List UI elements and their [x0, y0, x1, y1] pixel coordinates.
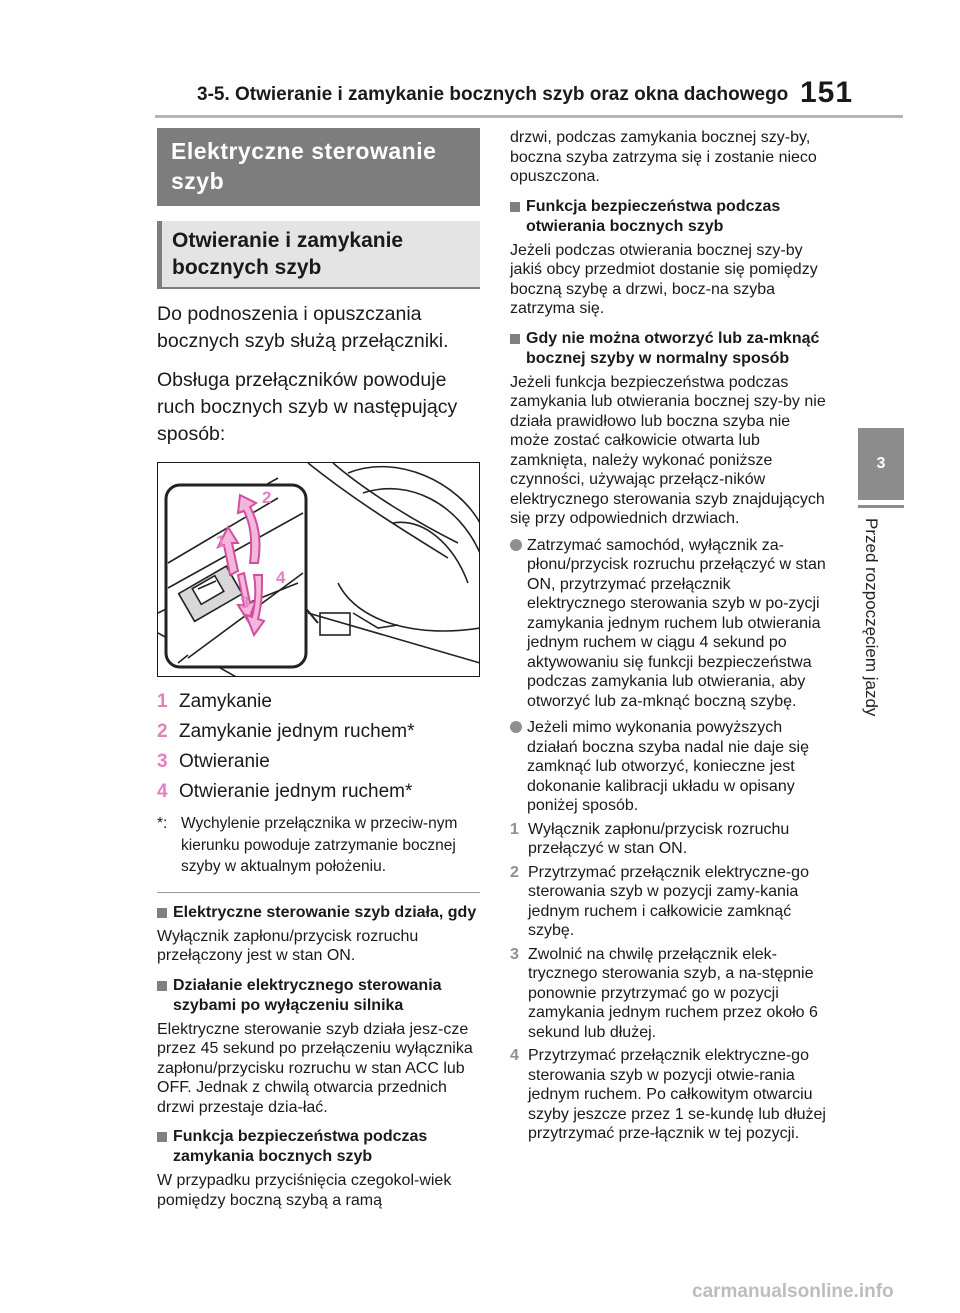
right-column: [510, 128, 830, 1144]
square-bullet-icon: [157, 981, 167, 991]
legend-item: 4 Otwieranie jednym ruchem*: [157, 781, 413, 802]
info-body: W przypadku przyciśnięcia czegokol-wiek pomiędzy boczną szybą a ramą: [157, 1172, 452, 1209]
info-body: Elektryczne sterowanie szyb działa jesz-cze przez 45 sekund po przełączeniu wyłącznika zapłonu/przycisku rozruchu w stan ACC lub OFF. Jednak z chwilą otwarcia przednich drzwi przestaje dzia-łać.: [157, 1020, 473, 1116]
intro-paragraph-2: Obsługa przełączników powoduje ruch bocznych szyb w następujący sposób:: [157, 369, 458, 445]
info-body: Jeżeli funkcja bezpieczeństwa podczas zamykania lub otwierania bocznej szy-by nie działa prawidłowo lub boczna szyba nie może zostać całkowicie otwarta lub zamknięta, należy wykonać poniższe czynności, używając przełącz-ników elektrycznego sterowania szyb znajdujących się przy odpowiednich drzwiach.: [510, 373, 826, 527]
callout-3: 3: [240, 593, 250, 612]
round-bullet-icon: [510, 721, 522, 733]
round-bullet-icon: [510, 539, 522, 551]
footnote-mark: *:: [157, 815, 168, 832]
square-bullet-icon: [157, 908, 167, 918]
chapter-tab-number: 3: [858, 428, 904, 500]
window-switch-illustration: [157, 462, 480, 677]
info-heading: Funkcja bezpieczeństwa podczas zamykania bocznych szyb: [157, 1127, 480, 1167]
intro-paragraph-1: Do podnoszenia i opuszczania bocznych szyb służą przełączniki.: [157, 303, 449, 352]
figure-legend: [157, 687, 480, 807]
callout-1: 1: [216, 532, 226, 551]
square-bullet-icon: [510, 334, 520, 344]
info-heading: Elektryczne sterowanie szyb działa, gdy: [157, 903, 480, 923]
legend-item: 2 Zamykanie jednym ruchem*: [157, 721, 415, 742]
watermark: carmanualsonline.info: [692, 1281, 894, 1302]
section-title: Elektryczne sterowanie szyb: [157, 128, 480, 206]
callout-4: 4: [276, 568, 286, 587]
left-column: [157, 128, 480, 1210]
numbered-step: 3 Zwolnić na chwilę przełącznik elek-trycznego sterowania szyb, a na-stępnie ponownie przytrzymać go w pozycji zamykania jednym ruchem przez około 6 sekund lub dłużej.: [510, 945, 818, 1041]
legend-item: 3 Otwieranie: [157, 751, 270, 772]
page-number: 151: [800, 76, 854, 109]
numbered-step: 2 Przytrzymać przełącznik elektryczne-go sterowania szyb w pozycji zamy-kania jednym ruchem i całkowicie zamknąć szybę.: [510, 863, 809, 939]
footnote: [157, 813, 480, 878]
info-heading: Funkcja bezpieczeństwa podczas otwierania bocznych szyb: [510, 197, 830, 237]
square-bullet-icon: [157, 1132, 167, 1142]
divider: [157, 892, 480, 893]
square-bullet-icon: [510, 202, 520, 212]
footnote-text: Wychylenie przełącznika w przeciw-nym kierunku powoduje zatrzymanie bocznej szyby w aktualnym położeniu.: [181, 815, 458, 875]
page-header: [0, 0, 960, 120]
callout-2: 2: [262, 488, 272, 507]
legend-item: 1 Zamykanie: [157, 691, 272, 712]
numbered-step: 1 Wyłącznik zapłonu/przycisk rozruchu przełączyć w stan ON.: [510, 820, 790, 857]
bullet-item: Zatrzymać samochód, wyłącznik za-płonu/przycisk rozruchu przełączyć w stan ON, przytrzymać przełącznik elektrycznego sterowania szyb w po-zycji zamykania jednym ruchem lub otwierania jednym ruchem w ciągu 4 sekund po aktywowaniu się funkcji bezpieczeństwa podczas zamykania lub otwierania, aby otworzyć lub za-mknąć boczną szybę.: [510, 536, 830, 712]
section-subtitle: Otwieranie i zamykanie bocznych szyb: [157, 221, 480, 289]
info-body: Jeżeli podczas otwierania bocznej szy-by jakiś obcy przedmiot dostanie się pomiędzy boczną szybę a drzwi, bocz-na szyba zatrzyma się.: [510, 241, 818, 317]
chapter-tab-label: Przed rozpoczęciem jazdy: [862, 518, 881, 717]
bullet-item: Jeżeli mimo wykonania powyższych działań boczna szyba nadal nie daje się zamknąć lub otworzyć, konieczne jest dokonanie kalibracji układu w opisany poniżej sposób.: [510, 718, 830, 816]
header-rule: [155, 115, 903, 118]
numbered-step: 4 Przytrzymać przełącznik elektryczne-go sterowania szyb w pozycji otwie-rania jednym ruchem. Po całkowitym otwarciu szyby jeszcze przez 1 se-kundę lub dłużej przytrzymać prze-łącznik w tej pozycji.: [510, 1047, 826, 1142]
info-heading: Gdy nie można otworzyć lub za-mknąć bocznej szyby w normalny sposób: [510, 329, 830, 369]
info-body: Wyłącznik zapłonu/przycisk rozruchu przełączony jest w stan ON.: [157, 927, 419, 964]
info-heading: Działanie elektrycznego sterowania szybami po wyłączeniu silnika: [157, 976, 480, 1016]
chapter-tab-rule: [858, 505, 904, 508]
window-switch-drawing: [158, 463, 480, 677]
header-section-title: 3-5. Otwieranie i zamykanie bocznych szyb oraz okna dachowego: [197, 84, 789, 105]
continued-paragraph: drzwi, podczas zamykania bocznej szy-by, boczna szyba zatrzyma się i zostanie nieco opuszczona.: [510, 129, 817, 185]
